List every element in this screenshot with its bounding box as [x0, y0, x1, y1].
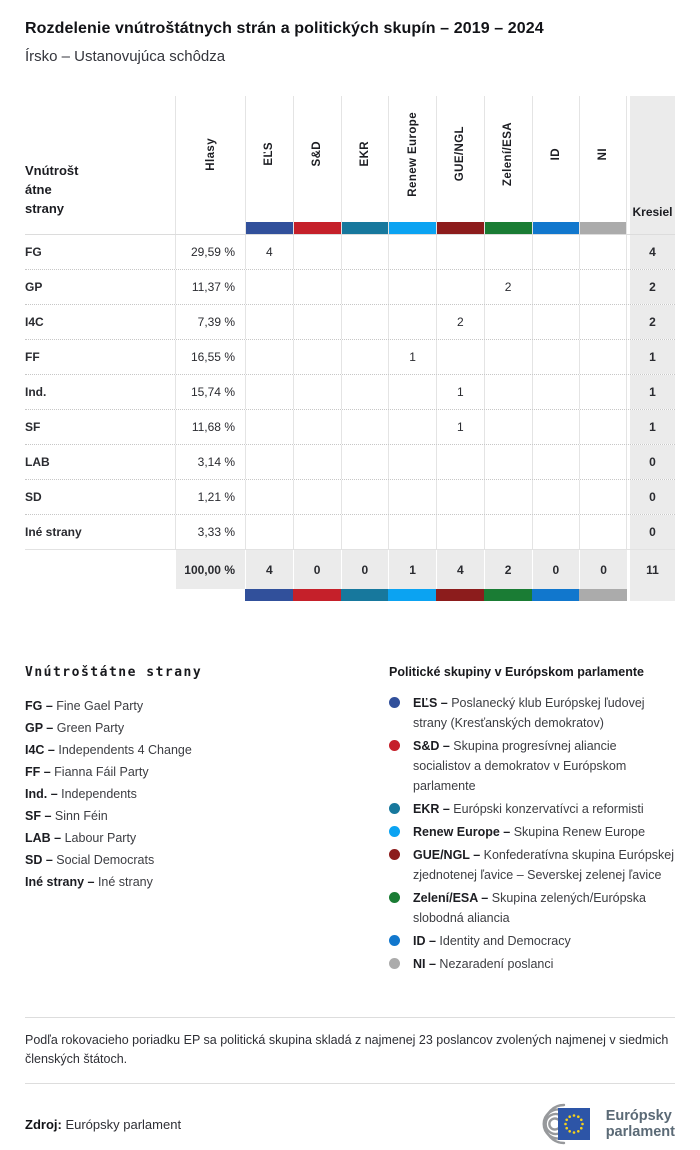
- group-legend-text: ID – Identity and Democracy: [413, 934, 571, 948]
- seat-count-cell-ekr: [341, 270, 389, 304]
- seat-count-cell-id: [532, 340, 580, 374]
- votes-cell: 15,74 %: [175, 375, 245, 409]
- votes-cell: 11,68 %: [175, 410, 245, 444]
- col-header-group-zel-colorbar: [485, 222, 532, 234]
- party-legend-item: SF – Sinn Féin: [25, 809, 108, 823]
- seat-count-cell-gue: [436, 270, 484, 304]
- bottom-colorbar-els: [245, 589, 293, 601]
- seat-count-cell-re: [388, 270, 436, 304]
- seat-count-cell-sd: [293, 305, 341, 339]
- group-legend-heading: Politické skupiny v Európskom parlamente: [389, 665, 644, 679]
- seat-count-cell-sd: [293, 375, 341, 409]
- party-legend-item: Iné strany – Iné strany: [25, 875, 153, 889]
- seat-count-cell-ni: [579, 445, 627, 479]
- group-legend: [389, 665, 675, 977]
- seat-count-cell-id: [532, 235, 580, 269]
- seat-count-cell-sd: [293, 515, 341, 549]
- col-header-votes: [175, 96, 245, 234]
- total-seats-cell: 0: [630, 480, 675, 514]
- seat-count-cell-zel: [484, 375, 532, 409]
- votes-cell: 1,21 %: [175, 480, 245, 514]
- seat-count-cell-zel: 2: [484, 270, 532, 304]
- total-seats-cell: 0: [630, 515, 675, 549]
- table-row: [25, 234, 675, 269]
- seat-count-cell-ekr: [341, 340, 389, 374]
- table-row: [25, 304, 675, 339]
- source-text: [25, 1117, 181, 1132]
- total-seats-cell: 1: [630, 410, 675, 444]
- seat-count-cell-els: 4: [245, 235, 293, 269]
- seat-count-cell-gue: 4: [436, 550, 484, 589]
- seat-count-cell-ekr: 0: [341, 550, 389, 589]
- col-header-votes-label: Hlasy: [204, 137, 217, 171]
- seat-count-cell-ni: 0: [579, 550, 627, 589]
- seat-count-cell-id: [532, 270, 580, 304]
- bottom-colorbar-zel: [484, 589, 532, 601]
- seat-count-cell-zel: [484, 515, 532, 549]
- seat-count-cell-ni: [579, 235, 627, 269]
- seat-count-cell-zel: [484, 480, 532, 514]
- seat-count-cell-re: [388, 305, 436, 339]
- col-header-group-re: [388, 96, 436, 234]
- group-legend-text: EĽS – Poslanecký klub Európskej ľudovej strany (Kresťanských demokratov): [413, 696, 645, 730]
- col-header-group-ni: [579, 96, 627, 234]
- seat-count-cell-re: 1: [388, 550, 436, 589]
- group-legend-item: [389, 736, 675, 796]
- footnote: Podľa rokovacieho poriadku EP sa politická skupina skladá z najmenej 23 poslancov zvolených najmenej v siedmich členských štátoch.: [25, 1017, 675, 1084]
- party-legend-list: [25, 695, 389, 893]
- votes-cell: 29,59 %: [175, 235, 245, 269]
- seat-count-cell-re: 1: [388, 340, 436, 374]
- col-header-group-ni-label: NI: [597, 147, 610, 161]
- party-name-cell: [25, 550, 175, 589]
- seat-count-cell-gue: 1: [436, 410, 484, 444]
- party-name-cell: SD: [25, 490, 42, 504]
- seat-count-cell-id: [532, 445, 580, 479]
- group-legend-text: NI – Nezaradení poslanci: [413, 957, 554, 971]
- seat-count-cell-re: [388, 515, 436, 549]
- col-header-group-re-colorbar: [389, 222, 436, 234]
- col-header-group-sd: [293, 96, 341, 234]
- seat-count-cell-ekr: [341, 445, 389, 479]
- table-total-row: [25, 549, 675, 589]
- seat-count-cell-ekr: [341, 305, 389, 339]
- seat-count-cell-ekr: [341, 515, 389, 549]
- seat-count-cell-id: [532, 515, 580, 549]
- party-legend-item: GP – Green Party: [25, 721, 125, 735]
- seat-count-cell-els: [245, 270, 293, 304]
- group-color-dot: [389, 849, 400, 860]
- seat-count-cell-sd: 0: [293, 550, 341, 589]
- group-color-dot: [389, 935, 400, 946]
- table-row: [25, 339, 675, 374]
- party-name-cell: Iné strany: [25, 525, 82, 539]
- party-legend-item: FG – Fine Gael Party: [25, 699, 144, 713]
- col-header-group-zel: [484, 96, 532, 234]
- group-color-dot: [389, 803, 400, 814]
- col-header-group-gue-label: GUE/NGL: [454, 126, 467, 182]
- seat-count-cell-ekr: [341, 375, 389, 409]
- col-header-group-gue: [436, 96, 484, 234]
- seat-count-cell-els: [245, 305, 293, 339]
- page-title: Rozdelenie vnútroštátnych strán a politických skupín – 2019 – 2024: [25, 20, 544, 37]
- total-seats-cell: 2: [630, 305, 675, 339]
- total-seats-cell: 11: [630, 550, 675, 589]
- table-row: [25, 409, 675, 444]
- seat-count-cell-els: [245, 340, 293, 374]
- col-header-group-gue-colorbar: [437, 222, 484, 234]
- col-header-group-zel-label: Zelení/ESA: [502, 121, 515, 187]
- party-name-cell: FG: [25, 245, 42, 259]
- seat-count-cell-gue: 1: [436, 375, 484, 409]
- col-header-group-id-colorbar: [533, 222, 580, 234]
- party-name-cell: LAB: [25, 455, 50, 469]
- col-header-group-id: [532, 96, 580, 234]
- party-legend-item: I4C – Independents 4 Change: [25, 743, 192, 757]
- group-legend-item: [389, 799, 675, 819]
- votes-cell: 7,39 %: [175, 305, 245, 339]
- group-color-dot: [389, 740, 400, 751]
- seat-count-cell-re: [388, 410, 436, 444]
- party-name-cell: GP: [25, 280, 43, 294]
- seat-count-cell-re: [388, 235, 436, 269]
- total-seats-cell: 4: [630, 235, 675, 269]
- seat-count-cell-id: [532, 375, 580, 409]
- group-color-dot: [389, 826, 400, 837]
- bottom-colorbar-re: [388, 589, 436, 601]
- seat-count-cell-ekr: [341, 235, 389, 269]
- seat-count-cell-zel: [484, 340, 532, 374]
- bottom-colorbar-sd: [293, 589, 341, 601]
- votes-cell: 3,14 %: [175, 445, 245, 479]
- seat-count-cell-gue: [436, 480, 484, 514]
- group-color-dot: [389, 892, 400, 903]
- votes-cell: 3,33 %: [175, 515, 245, 549]
- col-header-group-re-label: Renew Europe: [406, 111, 419, 197]
- group-legend-item: [389, 822, 675, 842]
- votes-cell: 16,55 %: [175, 340, 245, 374]
- seat-count-cell-re: [388, 375, 436, 409]
- source-value: Európsky parlament: [65, 1116, 182, 1132]
- group-legend-text: GUE/NGL – Konfederatívna skupina Európskej zjednotenej ľavice – Severskej zelenej ľavice: [413, 848, 675, 882]
- legends: [25, 665, 675, 977]
- seat-count-cell-sd: [293, 410, 341, 444]
- col-header-group-id-label: ID: [549, 147, 562, 161]
- party-name-cell: Ind.: [25, 385, 47, 399]
- party-legend-item: FF – Fianna Fáil Party: [25, 765, 149, 779]
- seat-count-cell-els: [245, 375, 293, 409]
- seat-count-cell-sd: [293, 340, 341, 374]
- seat-count-cell-zel: [484, 410, 532, 444]
- col-header-group-ekr-label: EKR: [358, 141, 371, 167]
- bottom-colorbar-gue: [436, 589, 484, 601]
- seat-count-cell-gue: [436, 340, 484, 374]
- party-name-cell: I4C: [25, 315, 44, 329]
- seat-count-cell-zel: [484, 235, 532, 269]
- party-name-cell: SF: [25, 420, 41, 434]
- bottom-colorbar-ekr: [341, 589, 389, 601]
- results-table: [25, 96, 675, 601]
- col-header-group-sd-label: S&D: [311, 141, 324, 167]
- col-header-group-ni-colorbar: [580, 222, 626, 234]
- group-legend-text: Renew Europe – Skupina Renew Europe: [413, 825, 646, 839]
- seat-count-cell-zel: [484, 305, 532, 339]
- col-header-group-ekr-colorbar: [342, 222, 389, 234]
- col-header-group-ekr: [341, 96, 389, 234]
- group-legend-item: [389, 845, 675, 885]
- seat-count-cell-gue: 2: [436, 305, 484, 339]
- group-legend-item: [389, 931, 675, 951]
- table-header: [25, 96, 675, 234]
- table-row: [25, 479, 675, 514]
- party-legend: [25, 665, 389, 977]
- seat-count-cell-gue: [436, 515, 484, 549]
- seat-count-cell-els: 4: [245, 550, 293, 589]
- col-header-group-els-colorbar: [246, 222, 293, 234]
- group-legend-text: Zelení/ESA – Skupina zelených/Európska slobodná aliancia: [413, 891, 646, 925]
- table-body: [25, 234, 675, 601]
- table-row: [25, 514, 675, 549]
- group-legend-item: [389, 693, 675, 733]
- col-header-group-els: [245, 96, 293, 234]
- ep-logo: [520, 1098, 675, 1150]
- seat-count-cell-zel: 2: [484, 550, 532, 589]
- col-header-votes-colorbar: [176, 222, 245, 234]
- total-seats-cell: 0: [630, 445, 675, 479]
- total-seats-cell: 1: [630, 375, 675, 409]
- ep-hemicycle-icon: [520, 1098, 598, 1150]
- seat-count-cell-zel: [484, 445, 532, 479]
- bottom-colorbar-ni: [579, 589, 627, 601]
- group-legend-list: [389, 693, 675, 974]
- ep-logo-wordmark: Európsky parlament: [605, 1108, 675, 1140]
- seat-count-cell-ni: [579, 375, 627, 409]
- seat-count-cell-id: [532, 305, 580, 339]
- votes-cell: 100,00 %: [175, 550, 245, 589]
- group-legend-item: [389, 888, 675, 928]
- group-legend-text: EKR – Európski konzervatívci a reformisti: [413, 802, 644, 816]
- seat-count-cell-id: [532, 480, 580, 514]
- seat-count-cell-gue: [436, 445, 484, 479]
- party-legend-heading: Vnútroštátne strany: [25, 665, 203, 680]
- seat-count-cell-els: [245, 445, 293, 479]
- party-legend-item: LAB – Labour Party: [25, 831, 137, 845]
- seat-count-cell-id: [532, 410, 580, 444]
- seat-count-cell-id: 0: [532, 550, 580, 589]
- seat-count-cell-els: [245, 480, 293, 514]
- party-name-cell: FF: [25, 350, 40, 364]
- col-header-group-els-label: EĽS: [263, 142, 276, 166]
- group-color-dot: [389, 958, 400, 969]
- table-row: [25, 269, 675, 304]
- seat-count-cell-ni: [579, 305, 627, 339]
- source-row: [25, 1098, 675, 1150]
- col-header-parties: Vnútrošt átne strany: [25, 163, 79, 216]
- seat-count-cell-ni: [579, 270, 627, 304]
- seat-count-cell-ni: [579, 480, 627, 514]
- seat-count-cell-els: [245, 410, 293, 444]
- seat-count-cell-ni: [579, 515, 627, 549]
- seat-count-cell-sd: [293, 480, 341, 514]
- col-header-seats: Kresiel: [630, 96, 675, 234]
- seat-count-cell-sd: [293, 235, 341, 269]
- table-row: [25, 374, 675, 409]
- party-legend-item: Ind. – Independents: [25, 787, 137, 801]
- table-row: [25, 444, 675, 479]
- table-bottom-colorbar: [25, 589, 675, 601]
- seat-count-cell-re: [388, 480, 436, 514]
- seat-count-cell-els: [245, 515, 293, 549]
- bottom-colorbar-id: [532, 589, 580, 601]
- seat-count-cell-ekr: [341, 410, 389, 444]
- col-header-group-sd-colorbar: [294, 222, 341, 234]
- seat-count-cell-sd: [293, 445, 341, 479]
- seat-count-cell-gue: [436, 235, 484, 269]
- source-label: Zdroj:: [25, 1116, 62, 1132]
- seat-count-cell-ni: [579, 410, 627, 444]
- seat-count-cell-ekr: [341, 480, 389, 514]
- page-subtitle: Írsko – Ustanovujúca schôdza: [25, 48, 226, 65]
- group-legend-text: S&D – Skupina progresívnej aliancie socialistov a demokratov v Európskom parlamente: [413, 739, 627, 793]
- total-seats-cell: 1: [630, 340, 675, 374]
- votes-cell: 11,37 %: [175, 270, 245, 304]
- group-color-dot: [389, 697, 400, 708]
- seat-count-cell-sd: [293, 270, 341, 304]
- party-legend-item: SD – Social Democrats: [25, 853, 155, 867]
- total-seats-cell: 2: [630, 270, 675, 304]
- group-legend-item: [389, 954, 675, 974]
- seat-count-cell-re: [388, 445, 436, 479]
- seat-count-cell-ni: [579, 340, 627, 374]
